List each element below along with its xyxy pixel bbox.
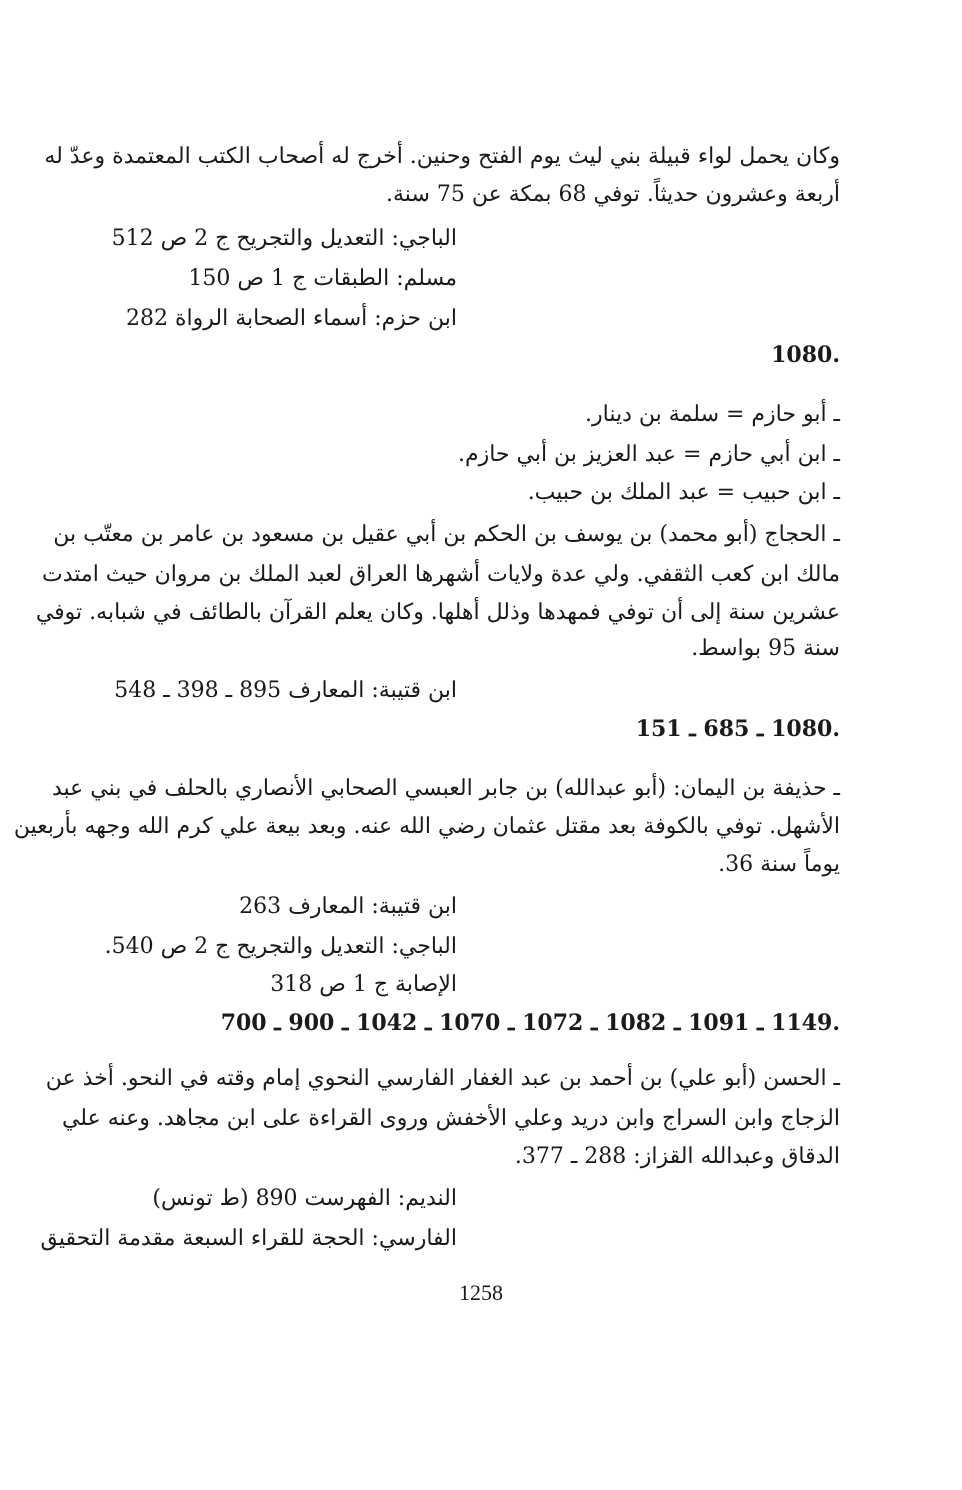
entry-text-line: عشرين سنة إلى أن توفي فمهدها وذلل أهلها. وكان يعلم القرآن بالطائف في شبابه. توفي (35, 600, 840, 625)
entry-text-line: أربعة وعشرون حديثاً. توفي 68 بمكة عن 75 سنة. (386, 182, 840, 207)
reference-line: الإصابة ج 1 ص 318 (270, 972, 457, 997)
reference-line: مسلم: الطبقات ج 1 ص 150 (188, 266, 457, 291)
entry-text-line: يوماً سنة 36. (718, 852, 840, 877)
page-number: 1258 (459, 1280, 503, 1305)
cross-reference-numbers: .1080 (771, 342, 840, 368)
entry-text-line: ـ الحسن (أبو علي) بن أحمد بن عبد الغفار الفارسي النحوي إمام وقته في النحو. أخذ عن (45, 1066, 840, 1091)
reference-line: الباجي: التعديل والتجريح ج 2 ص 512 (111, 226, 457, 251)
entry-text-line: ـ الحجاج (أبو محمد) بن يوسف بن الحكم بن أبي عقيل بن مسعود بن عامر بن معتّب بن (53, 522, 840, 547)
cross-reference-entry: ـ ابن أبي حازم = عبد العزيز بن أبي حازم. (457, 442, 840, 467)
entry-text-line: مالك ابن كعب الثقفي. ولي عدة ولايات أشهرها العراق لعبد الملك بن مروان حيث امتدت (42, 562, 840, 587)
entry-text-line: الدقاق وعبدالله القزاز: 288 ـ 377. (514, 1144, 840, 1169)
entry-text-line: الأشهل. توفي بالكوفة بعد مقتل عثمان رضي الله عنه. وبعد بيعة علي كرم الله وجهه بأربعين (13, 814, 840, 839)
entry-text-line: سنة 95 بواسط. (691, 636, 840, 661)
entry-text-line: ـ حذيفة بن اليمان: (أبو عبدالله) بن جابر العبسي الصحابي الأنصاري بالحلف في بني عبد (51, 776, 840, 801)
reference-line: ابن قتيبة: المعارف 263 (239, 894, 457, 919)
cross-reference-entry: ـ ابن حبيب = عبد الملك بن حبيب. (527, 480, 840, 505)
entry-text-line: الزجاج وابن السراج وابن دريد وعلي الأخفش وروى القراءة على ابن مجاهد. وعنه علي (61, 1106, 840, 1131)
entry-text-line: وكان يحمل لواء قبيلة بني ليث يوم الفتح وحنين. أخرج له أصحاب الكتب المعتمدة وعدّ له (44, 144, 840, 169)
cross-reference-entry: ـ أبو حازم = سلمة بن دينار. (585, 402, 840, 427)
reference-line: ابن قتيبة: المعارف 895 ـ 398 ـ 548 (114, 678, 457, 703)
reference-line: النديم: الفهرست 890 (ط تونس) (152, 1186, 457, 1211)
cross-reference-numbers: .1080 ـ 685 ـ 151 (635, 716, 840, 742)
reference-line: ابن حزم: أسماء الصحابة الرواة 282 (126, 306, 457, 331)
cross-reference-numbers: .1149 ـ 1091 ـ 1082 ـ 1072 ـ 1070 ـ 1042 ـ 900 ـ 700 (220, 1010, 840, 1036)
reference-line: الباجي: التعديل والتجريح ج 2 ص 540. (104, 934, 457, 959)
reference-line: الفارسي: الحجة للقراء السبعة مقدمة التحقيق (40, 1226, 457, 1251)
